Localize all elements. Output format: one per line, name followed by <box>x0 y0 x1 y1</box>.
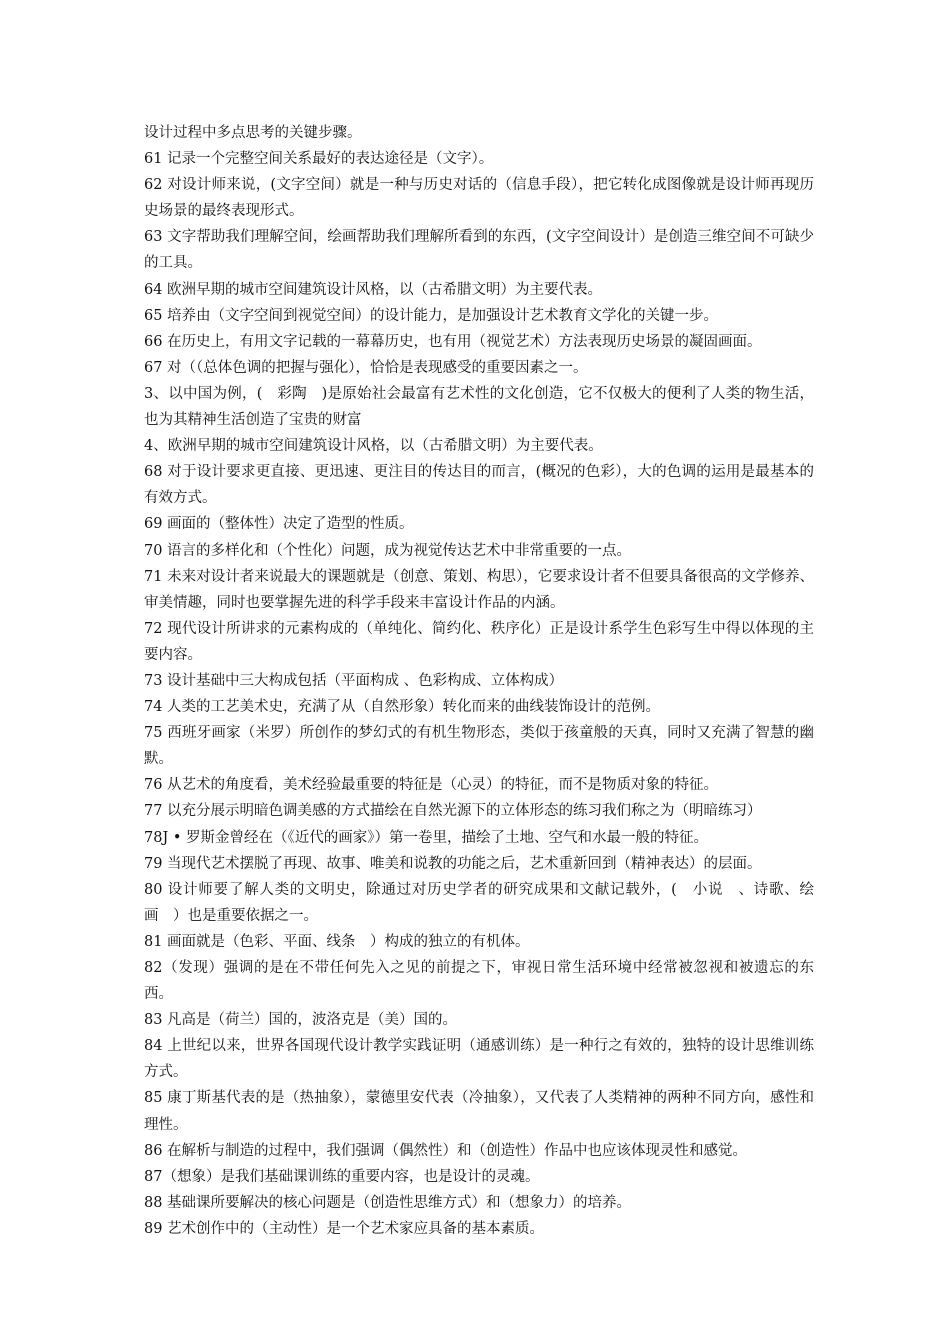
paragraph: 87（想象）是我们基础课训练的重要内容，也是设计的灵魂。 <box>144 1168 540 1185</box>
paragraph: 74 人类的工艺美术史，充满了从（自然形象）转化而来的曲线装饰设计的范例。 <box>144 699 661 716</box>
paragraph: 78J • 罗斯金曾经在（《近代的画家》）第一卷里，描绘了土地、空气和水最一般的特征。 <box>144 829 709 846</box>
paragraph: 68 对于设计要求更直接、更迅速、更注目的传达目的而言，(概况的色彩），大的色调的运用是最基本的有效方式。 <box>144 464 814 507</box>
paragraph: 62 对设计师来说，(文字空间）就是一种与历史对话的（信息手段），把它转化成图像就是设计师再现历史场景的最终表现形式。 <box>144 177 814 220</box>
paragraph: 4、欧洲早期的城市空间建筑设计风格，以（古希腊文明）为主要代表。 <box>144 438 603 455</box>
paragraph: 80 设计师要了解人类的文明史，除通过对历史学者的研究成果和文献记载外，( 小说 、诗歌、绘画 ）也是重要依据之一。 <box>144 881 814 924</box>
paragraph: 86 在解析与制造的过程中，我们强调（偶然性）和（创造性）作品中也应该体现灵性和感觉。 <box>144 1142 748 1159</box>
paragraph: 61 记录一个完整空间关系最好的表达途径是（文字）。 <box>144 151 494 168</box>
paragraph: 63 文字帮助我们理解空间，绘画帮助我们理解所看到的东西，(文字空间设计）是创造三维空间不可缺少的工具。 <box>144 229 814 272</box>
paragraph: 75 西班牙画家（米罗）所创作的梦幻式的有机生物形态，类似于孩童般的天真，同时又充满了智慧的幽默。 <box>144 725 814 768</box>
paragraph: 81 画面就是（色彩、平面、线条 ）构成的独立的有机体。 <box>144 933 530 950</box>
paragraph: 设计过程中多点思考的关键步骤。 <box>144 125 362 141</box>
paragraph: 69 画面的（整体性）决定了造型的性质。 <box>144 516 414 533</box>
paragraph: 89 艺术创作中的（主动性）是一个艺术家应具备的基本素质。 <box>144 1220 545 1237</box>
paragraph: 82（发现）强调的是在不带任何先入之见的前提之下，审视日常生活环境中经常被忽视和被遗忘的东西。 <box>144 960 814 1003</box>
paragraph: 71 未来对设计者来说最大的课题就是（创意、策划、构思），它要求设计者不但要具备很高的文学修养、审美情趣，同时也要掌握先进的科学手段来丰富设计作品的内涵。 <box>144 568 814 611</box>
paragraph: 88 基础课所要解决的核心问题是（创造性思维方式）和（想象力）的培养。 <box>144 1194 632 1211</box>
paragraph: 3、以中国为例，( 彩陶 )是原始社会最富有艺术性的文化创造，它不仅极大的便利了人类的物生活，也为其精神生活创造了宝贵的财富 <box>144 385 814 429</box>
paragraph: 77 以充分展示明暗色调美感的方式描绘在自然光源下的立体形态的练习我们称之为（明暗练习） <box>144 803 762 820</box>
paragraph: 85 康丁斯基代表的是（热抽象），蒙德里安代表（冷抽象），又代表了人类精神的两种不同方向，感性和理性。 <box>144 1090 814 1133</box>
paragraph: 73 设计基础中三大构成包括（平面构成 、色彩构成、立体构成） <box>144 672 564 689</box>
paragraph: 79 当现代艺术摆脱了再现、故事、唯美和说教的功能之后，艺术重新回到（精神表达）的层面。 <box>144 855 762 872</box>
paragraph: 83 凡高是（荷兰）国的，波洛克是（美）国的。 <box>144 1012 458 1029</box>
paragraph: 84 上世纪以来，世界各国现代设计教学实践证明（通感训练）是一种行之有效的，独特的设计思维训练方式。 <box>144 1038 814 1081</box>
paragraph: 66 在历史上，有用文字记载的一幕幕历史，也有用（视觉艺术）方法表现历史场景的凝固画面。 <box>144 333 762 350</box>
paragraph: 72 现代设计所讲求的元素构成的（单纯化、简约化、秩序化）正是设计系学生色彩写生中得以体现的主要内容。 <box>144 620 814 663</box>
paragraph: 65 培养由（文字空间到视觉空间）的设计能力，是加强设计艺术教育文学化的关键一步。 <box>144 307 719 324</box>
paragraph: 70 语言的多样化和（个性化）问题，成为视觉传达艺术中非常重要的一点。 <box>144 542 632 559</box>
document-body <box>144 120 814 1242</box>
paragraph: 76 从艺术的角度看，美术经验最重要的特征是（心灵）的特征，而不是物质对象的特征。 <box>144 777 719 794</box>
paragraph: 64 欧洲早期的城市空间建筑设计风格，以（古希腊文明）为主要代表。 <box>144 281 603 298</box>
paragraph: 67 对（（总体色调的把握与强化），恰恰是表现感受的重要因素之一。 <box>144 359 588 376</box>
